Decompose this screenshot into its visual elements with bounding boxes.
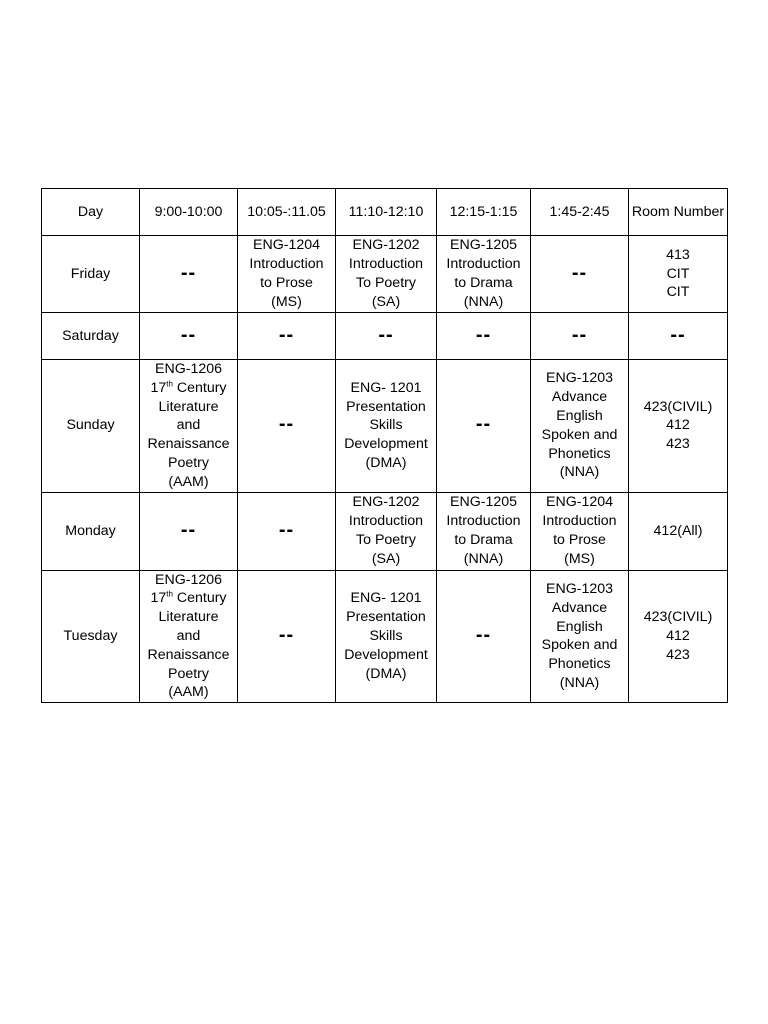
empty-slot-cell xyxy=(437,313,531,360)
empty-slot-cell xyxy=(336,313,437,360)
course-line: (NNA) xyxy=(463,550,504,567)
course-line: Renaissance xyxy=(147,436,230,453)
course-line: Introduction xyxy=(446,256,521,273)
course-line: English xyxy=(556,618,603,635)
course-line: Introduction xyxy=(542,513,617,530)
room-cell xyxy=(629,236,728,313)
course-cell xyxy=(531,492,629,570)
course-line: to Prose xyxy=(553,532,606,549)
course-line: ENG-1202 xyxy=(352,237,420,254)
course-line: to Drama xyxy=(454,275,513,291)
course-line: (AAM) xyxy=(168,473,209,490)
course-line xyxy=(141,589,236,608)
course-line: Development xyxy=(344,646,428,663)
course-line: to Drama xyxy=(454,532,513,549)
header-row xyxy=(42,189,728,236)
course-cell xyxy=(336,492,437,570)
ordinal-rest: Century xyxy=(172,379,227,396)
course-line: ENG- 1201 xyxy=(350,590,422,607)
course-cell xyxy=(437,236,531,313)
course-line: Skills xyxy=(369,627,403,644)
header-slot-1: 9:00-10:00 xyxy=(140,189,238,236)
room-line: 412 xyxy=(666,417,690,434)
room-line: 423(CIVIL) xyxy=(643,398,713,415)
room-line: 423 xyxy=(666,436,690,453)
empty-slot-cell xyxy=(238,313,336,360)
empty-mark: -- xyxy=(571,323,588,346)
header-slot-4: 12:15-1:15 xyxy=(437,189,531,236)
ordinal-suffix: th xyxy=(166,379,173,389)
empty-mark: -- xyxy=(475,623,492,646)
course-cell xyxy=(140,570,238,703)
course-line: Presentation xyxy=(346,609,426,626)
room-line: CIT xyxy=(666,284,690,301)
course-line: and xyxy=(176,417,201,434)
course-line: (DMA) xyxy=(365,665,407,682)
table-row xyxy=(42,313,728,360)
table-row xyxy=(42,570,728,703)
course-line: English xyxy=(556,407,603,424)
ordinal-number: 17 xyxy=(150,590,167,607)
ordinal-suffix: th xyxy=(166,589,173,599)
empty-mark: -- xyxy=(475,413,492,436)
empty-slot-cell xyxy=(140,236,238,313)
course-cell xyxy=(336,236,437,313)
course-line: (NNA) xyxy=(463,293,504,310)
course-line: ENG-1205 xyxy=(449,494,518,511)
course-line: Literature xyxy=(158,609,219,626)
course-line: (SA) xyxy=(371,550,401,567)
room-cell xyxy=(629,360,728,493)
course-line: (AAM) xyxy=(168,684,209,701)
course-line: Development xyxy=(344,436,428,453)
course-line: Spoken and xyxy=(541,637,618,654)
course-line: (SA) xyxy=(371,293,401,310)
day-cell: Friday xyxy=(42,236,140,313)
class-routine-table xyxy=(41,188,728,703)
course-line: Presentation xyxy=(346,398,426,415)
empty-slot-cell xyxy=(238,570,336,703)
course-cell xyxy=(238,236,336,313)
empty-slot-cell xyxy=(629,313,728,360)
course-line: Literature xyxy=(158,398,219,415)
course-line: (NNA) xyxy=(559,464,600,481)
course-line: To Poetry xyxy=(356,532,416,549)
room-line: 423(CIVIL) xyxy=(643,609,713,626)
table-row xyxy=(42,492,728,570)
course-cell xyxy=(437,492,531,570)
course-line: to Prose xyxy=(260,275,313,291)
empty-slot-cell xyxy=(140,313,238,360)
room-line: 412(All) xyxy=(653,522,703,539)
course-line: (MS) xyxy=(271,293,302,310)
room-line: 412 xyxy=(666,627,690,644)
course-line: To Poetry xyxy=(356,275,416,291)
course-line: Poetry xyxy=(167,665,209,682)
table-body xyxy=(42,236,728,703)
course-line xyxy=(141,379,236,398)
empty-slot-cell xyxy=(140,492,238,570)
course-cell xyxy=(336,360,437,493)
course-line: Skills xyxy=(369,417,403,434)
course-line: Introduction xyxy=(348,513,424,530)
empty-mark: -- xyxy=(278,518,295,541)
empty-mark: -- xyxy=(180,518,197,541)
course-line: Introduction xyxy=(249,256,324,273)
course-line: and xyxy=(176,627,201,644)
course-line: ENG-1206 xyxy=(154,571,223,588)
header-slot-2: 10:05-:11.05 xyxy=(238,189,336,236)
day-cell: Saturday xyxy=(42,313,140,360)
course-cell xyxy=(140,360,238,493)
course-line: (DMA) xyxy=(365,454,407,471)
empty-mark: -- xyxy=(180,323,197,346)
course-line: Phonetics xyxy=(548,656,611,673)
course-line: ENG-1206 xyxy=(154,361,223,377)
empty-mark: -- xyxy=(278,413,295,436)
course-line: ENG-1203 xyxy=(545,370,614,387)
empty-slot-cell xyxy=(531,236,629,313)
empty-slot-cell xyxy=(238,492,336,570)
ordinal-number: 17 xyxy=(150,379,167,396)
empty-slot-cell xyxy=(531,313,629,360)
day-cell: Tuesday xyxy=(42,570,140,703)
empty-slot-cell xyxy=(437,360,531,493)
course-line: Renaissance xyxy=(147,646,230,663)
course-line: (MS) xyxy=(564,550,595,567)
empty-mark: -- xyxy=(278,623,295,646)
course-line: Introduction xyxy=(446,513,521,530)
course-cell xyxy=(531,360,629,493)
course-line: ENG-1203 xyxy=(545,580,614,597)
empty-mark: -- xyxy=(475,323,492,346)
room-cell xyxy=(629,492,728,570)
ordinal-rest: Century xyxy=(172,590,227,607)
course-line: Advance xyxy=(551,599,608,616)
table-row xyxy=(42,236,728,313)
day-cell: Sunday xyxy=(42,360,140,493)
course-line: Spoken and xyxy=(541,426,618,443)
header-day: Day xyxy=(42,189,140,236)
empty-slot-cell xyxy=(238,360,336,493)
room-line: 423 xyxy=(666,646,690,663)
empty-slot-cell xyxy=(437,570,531,703)
empty-mark: -- xyxy=(378,323,394,346)
room-line: CIT xyxy=(666,265,690,282)
course-line: ENG-1202 xyxy=(352,494,420,511)
course-line: ENG-1204 xyxy=(545,494,614,511)
day-cell: Monday xyxy=(42,492,140,570)
course-line: ENG-1204 xyxy=(252,237,321,254)
course-line: Poetry xyxy=(167,454,209,471)
course-line: ENG-1205 xyxy=(449,237,518,254)
room-cell xyxy=(629,570,728,703)
room-line: 413 xyxy=(666,246,690,263)
header-slot-3: 11:10-12:10 xyxy=(336,189,437,236)
course-line: ENG- 1201 xyxy=(350,379,422,396)
header-slot-5: 1:45-2:45 xyxy=(531,189,629,236)
course-line: Phonetics xyxy=(548,445,611,462)
empty-mark: -- xyxy=(670,323,686,346)
empty-mark: -- xyxy=(571,261,588,284)
empty-mark: -- xyxy=(278,323,295,346)
table-row xyxy=(42,360,728,493)
course-line: Advance xyxy=(551,389,608,406)
course-line: Introduction xyxy=(348,256,424,273)
course-line: (NNA) xyxy=(559,674,600,691)
course-cell xyxy=(336,570,437,703)
header-room: Room Number xyxy=(629,189,728,236)
course-cell xyxy=(531,570,629,703)
empty-mark: -- xyxy=(180,261,197,284)
